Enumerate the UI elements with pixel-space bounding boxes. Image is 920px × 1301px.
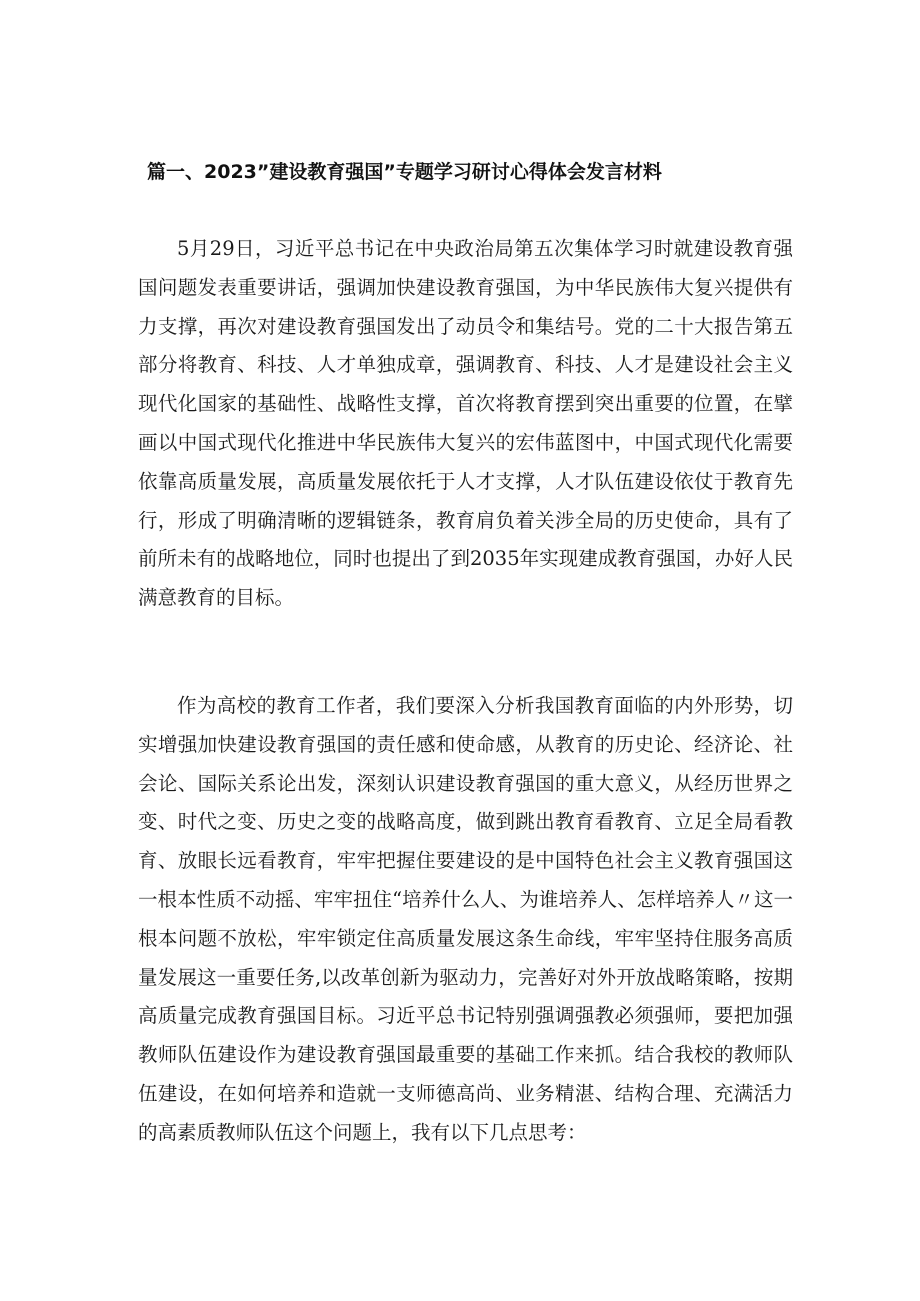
paragraph-2: 作为高校的教育工作者，我们要深入分析我国教育面临的内外形势，切实增强加快建设教育强国的责任感和使命感，从教育的历史论、经济论、社会论、国际关系论出发，深刻认识建设教育强国的重大意义，从经历世界之变、时代之变、历史之变的战略高度，做到跳出教育看教育、立足全局看教育、放眼长远看教育，牢牢把握住要建设的是中国特色社会主义教育强国这一根本性质不动摇、牢牢扭住“培养什么人、为谁培养人、怎样培养人〃这一根本问题不放松，牢牢锁定住高质量发展这条生命线，牢牢坚持住服务高质量发展这一重要任务,以改革创新为驱动力，完善好对外开放战略策略，按期高质量完成教育强国目标。习近平总书记特别强调强教必须强师，要把加强教师队伍建设作为建设教育强国最重要的基础工作来抓。结合我校的教师队伍建设，在如何培养和造就一支师德高尚、业务精湛、结构合理、充满活力的高素质教师队伍这个问题上，我有以下几点思考： — [138, 694, 793, 1144]
document-title: 篇一、2023”建设教育强国”专题学习研讨心得体会发言材料 — [147, 161, 662, 183]
paragraph-1: 5月29日，习近平总书记在中央政治局第五次集体学习时就建设教育强国问题发表重要讲话，强调加快建设教育强国，为中华民族伟大复兴提供有力支撑，再次对建设教育强国发出了动员令和集结号。党的二十大报告第五部分将教育、科技、人才单独成章，强调教育、科技、人才是建设社会主义现代化国家的基础性、战略性支撑，首次将教育摆到突出重要的位置，在擘画以中国式现代化推进中华民族伟大复兴的宏伟蓝图中，中国式现代化需要依靠高质量发展，高质量发展依托于人才支撑，人才队伍建设依仗于教育先行，形成了明确清晰的逻辑链条，教育肩负着关涉全局的历史使命，具有了前所未有的战略地位，同时也提出了到2035年实现建成教育强国，办好人民满意教育的目标。 — [138, 237, 793, 610]
